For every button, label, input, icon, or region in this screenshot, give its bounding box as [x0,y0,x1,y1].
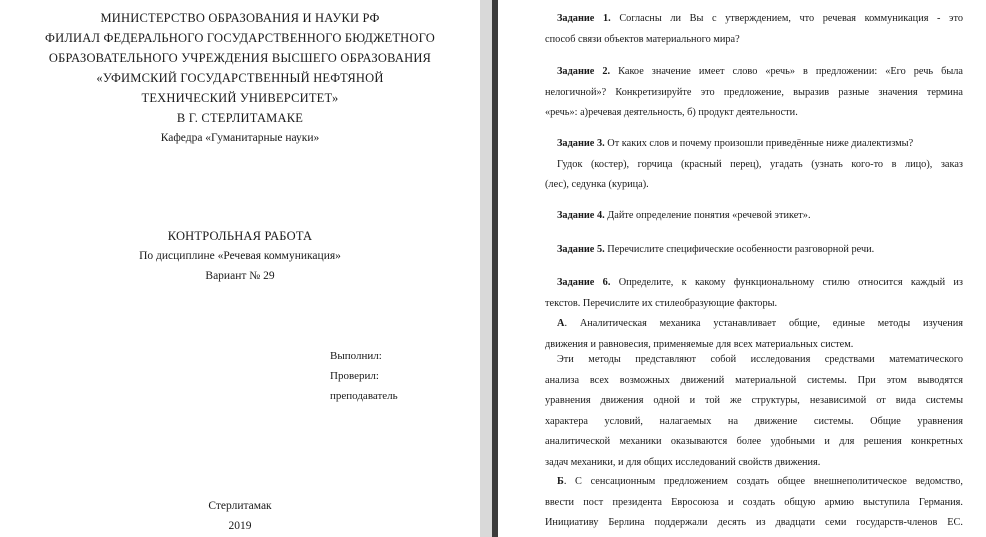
text-a2-line-3: уравнения движения одной и той же структуры, независимой от вида системы [545,395,963,406]
task-5-label: Задание 5. [557,244,605,255]
task-2-line-3: «речь»: а)речевая деятельность, б) продукт деятельности. [545,107,798,118]
text-a-line-1: . Аналитическая механика устанавливает общие, единые методы изучения [564,318,963,329]
branch-line-2: ОБРАЗОВАТЕЛЬНОГО УЧРЕЖДЕНИЯ ВЫСШЕГО ОБРАЗОВАНИЯ [48,51,432,65]
task-1 [545,9,963,50]
checked-by-label: Проверил: [330,370,379,382]
ministry-line: МИНИСТЕРСТВО ОБРАЗОВАНИЯ И НАУКИ РФ [100,11,380,25]
task-2-line-1: Какое значение имеет слово «речь» в предложении: «Его речь была [618,66,963,77]
task-3-line-3: (лес), седунка (курица). [545,179,649,190]
text-a2-line-4: характера условий, налагаемых на движение системы. Общие уравнения [545,415,963,427]
performed-by-label: Выполнил: [330,350,382,362]
task-6-line-1: Определите, к какому функциональному стилю относится каждый из [618,277,963,288]
task-6-label: Задание 6. [557,277,611,288]
text-a [545,314,963,355]
task-4-line-1: Дайте определение понятия «речевой этикет». [607,210,811,221]
text-a2-line-6: задач механики, и для общих исследований свойств движения. [545,456,821,468]
task-5 [545,240,963,261]
text-b-line-1: . С сенсационным предложением создать общее внешнеполитическое ведомство, [563,476,963,487]
work-type: КОНТРОЛЬНАЯ РАБОТА [167,229,313,243]
task-3-line-1: От каких слов и почему произошли приведённые ниже диалектизмы? [607,138,914,149]
year-footer: 2019 [228,520,252,532]
text-a2-line-2: анализа всех возможных движений материальной системы. При этом выводятся [545,374,963,386]
text-a2-line-1: Эти методы представляют собой исследования средствами математического [557,354,963,365]
task-3-line-2: Гудок (костер), горчица (красный перец), угадать (узнать кого-то в лицо), заказ [557,158,963,170]
university-line-1: «УФИМСКИЙ ГОСУДАРСТВЕННЫЙ НЕФТЯНОЙ [96,71,384,85]
text-a2-line-5: аналитической механики оказываются более удобными и для решения конкретных [545,436,963,447]
task-3-label: Задание 3. [557,138,605,149]
task-6 [545,273,963,314]
title-page [0,0,480,537]
branch-line-1: ФИЛИАЛ ФЕДЕРАЛЬНОГО ГОСУДАРСТВЕННОГО БЮДЖЕТНОГО [45,31,435,45]
city-footer: Стерлитамак [208,500,272,512]
task-5-line-1: Перечислите специфические особенности разговорной речи. [607,244,875,255]
task-1-label: Задание 1. [557,13,611,24]
text-b-line-2: ввести пост президента Евросоюза и создать общую армию выступила Германия. [545,496,963,508]
text-a-label: А [557,318,565,329]
task-2 [545,62,963,124]
discipline-line: По дисциплине «Речевая коммуникация» [139,250,341,262]
task-1-line-2: способ связи объектов материального мира? [545,33,740,45]
task-2-label: Задание 2. [557,66,611,77]
text-a-continued [545,350,963,473]
task-2-line-2: нелогичной»? Конкретизируйте это предложение, выразив разные значения термина [545,86,963,98]
task-1-line-1: Согласны ли Вы с утверждением, что речевая коммуникация - это [619,13,963,24]
text-a-line-2: движения и равновесия, применяемые для всех материальных систем. [545,338,854,350]
variant-line: Вариант № 29 [205,270,275,282]
city-line: В Г. СТЕРЛИТАМАКЕ [176,111,304,125]
tasks-page [498,0,986,537]
page-gap [480,0,492,537]
text-b [545,472,963,534]
teacher-label: преподаватель [330,390,398,402]
text-b-label: Б [557,476,564,487]
text-b-line-3: Инициативу Берлина поддержали десять из двадцати семи государств-членов ЕС. [545,517,963,528]
university-line-2: ТЕХНИЧЕСКИЙ УНИВЕРСИТЕТ» [141,91,339,105]
task-6-line-2: текстов. Перечислите их стилеобразующие факторы. [545,297,778,309]
task-3 [545,134,963,196]
task-4-label: Задание 4. [557,210,605,221]
task-4 [545,206,963,227]
department-line: Кафедра «Гуманитарные науки» [160,132,320,144]
